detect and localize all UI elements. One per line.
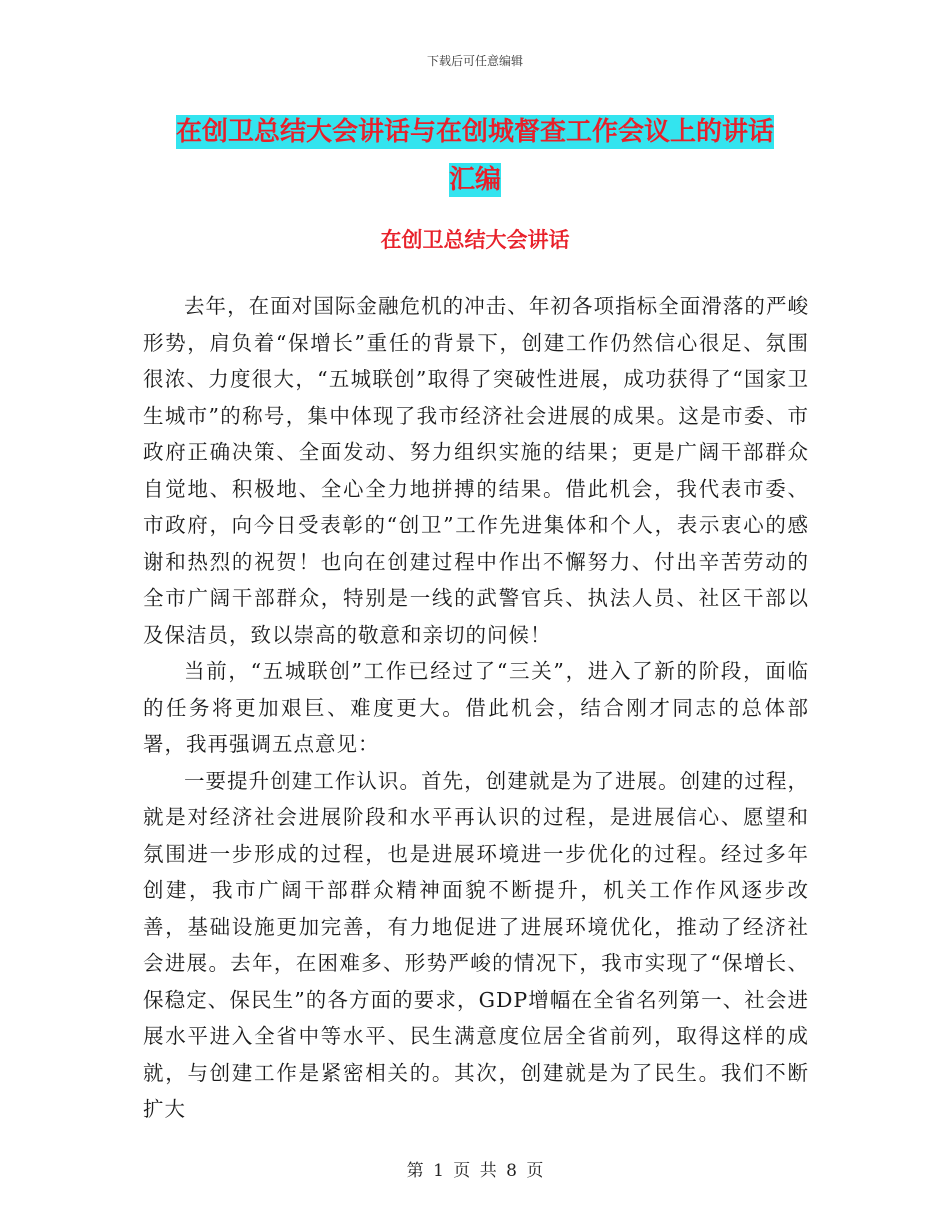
paragraph: 一要提升创建工作认识。首先，创建就是为了进展。创建的过程，就是对经济社会进展阶段和水平再认识的过程，是进展信心、愿望和氛围进一步形成的过程，也是进展环境进一步优化的过程。经过多年创建，我市广阔干部群众精神面貌不断提升，机关工作作风逐步改善，基础设施更加完善，有力地促进了进展环境优化，推动了经济社会进展。去年，在困难多、形势严峻的情况下，我市实现了“保增长、保稳定、保民生”的各方面的要求，GDP增幅在全省名列第一、社会进展水平进入全省中等水平、民生满意度位居全省前列，取得这样的成就，与创建工作是紧密相关的。其次，创建就是为了民生。我们不断扩大 [143,768,809,1121]
section-title: 在创卫总结大会讲话 [380,228,570,252]
document-title-line-2: 汇编 [448,165,501,195]
page-number-footer: 第 1 页 共 8 页 [406,1161,544,1181]
paragraph: 去年，在面对国际金融危机的冲击、年初各项指标全面滑落的严峻形势，肩负着“保增长”重任的背景下，创建工作仍然信心很足、氛围很浓、力度很大，“五城联创”取得了突破性进展，成功获得了“国家卫生城市”的称号，集中体现了我市经济社会进展的成果。这是市委、市政府正确决策、全面发动、努力组织实施的结果；更是广阔干部群众自觉地、积极地、全心全力地拼搏的结果。借此机会，我代表市委、市政府，向今日受表彰的“创卫”工作先进集体和个人，表示衷心的感谢和热烈的祝贺！也向在创建过程中作出不懈努力、付出辛苦劳动的全市广阔干部群众，特别是一线的武警官兵、执法人员、社区干部以及保洁员，致以崇高的敬意和亲切的问候！ [143,294,809,647]
paragraph: 当前，“五城联创”工作已经过了“三关”，进入了新的阶段，面临的任务将更加艰巨、难度更大。借此机会，结合刚才同志的总体部署，我再强调五点意见： [143,659,809,756]
document-title [110,108,840,204]
document-body [143,288,809,1128]
document-title-line-1: 在创卫总结大会讲话与在创城督查工作会议上的讲话 [175,117,774,147]
page-header-note: 下载后可任意编辑 [426,54,523,68]
